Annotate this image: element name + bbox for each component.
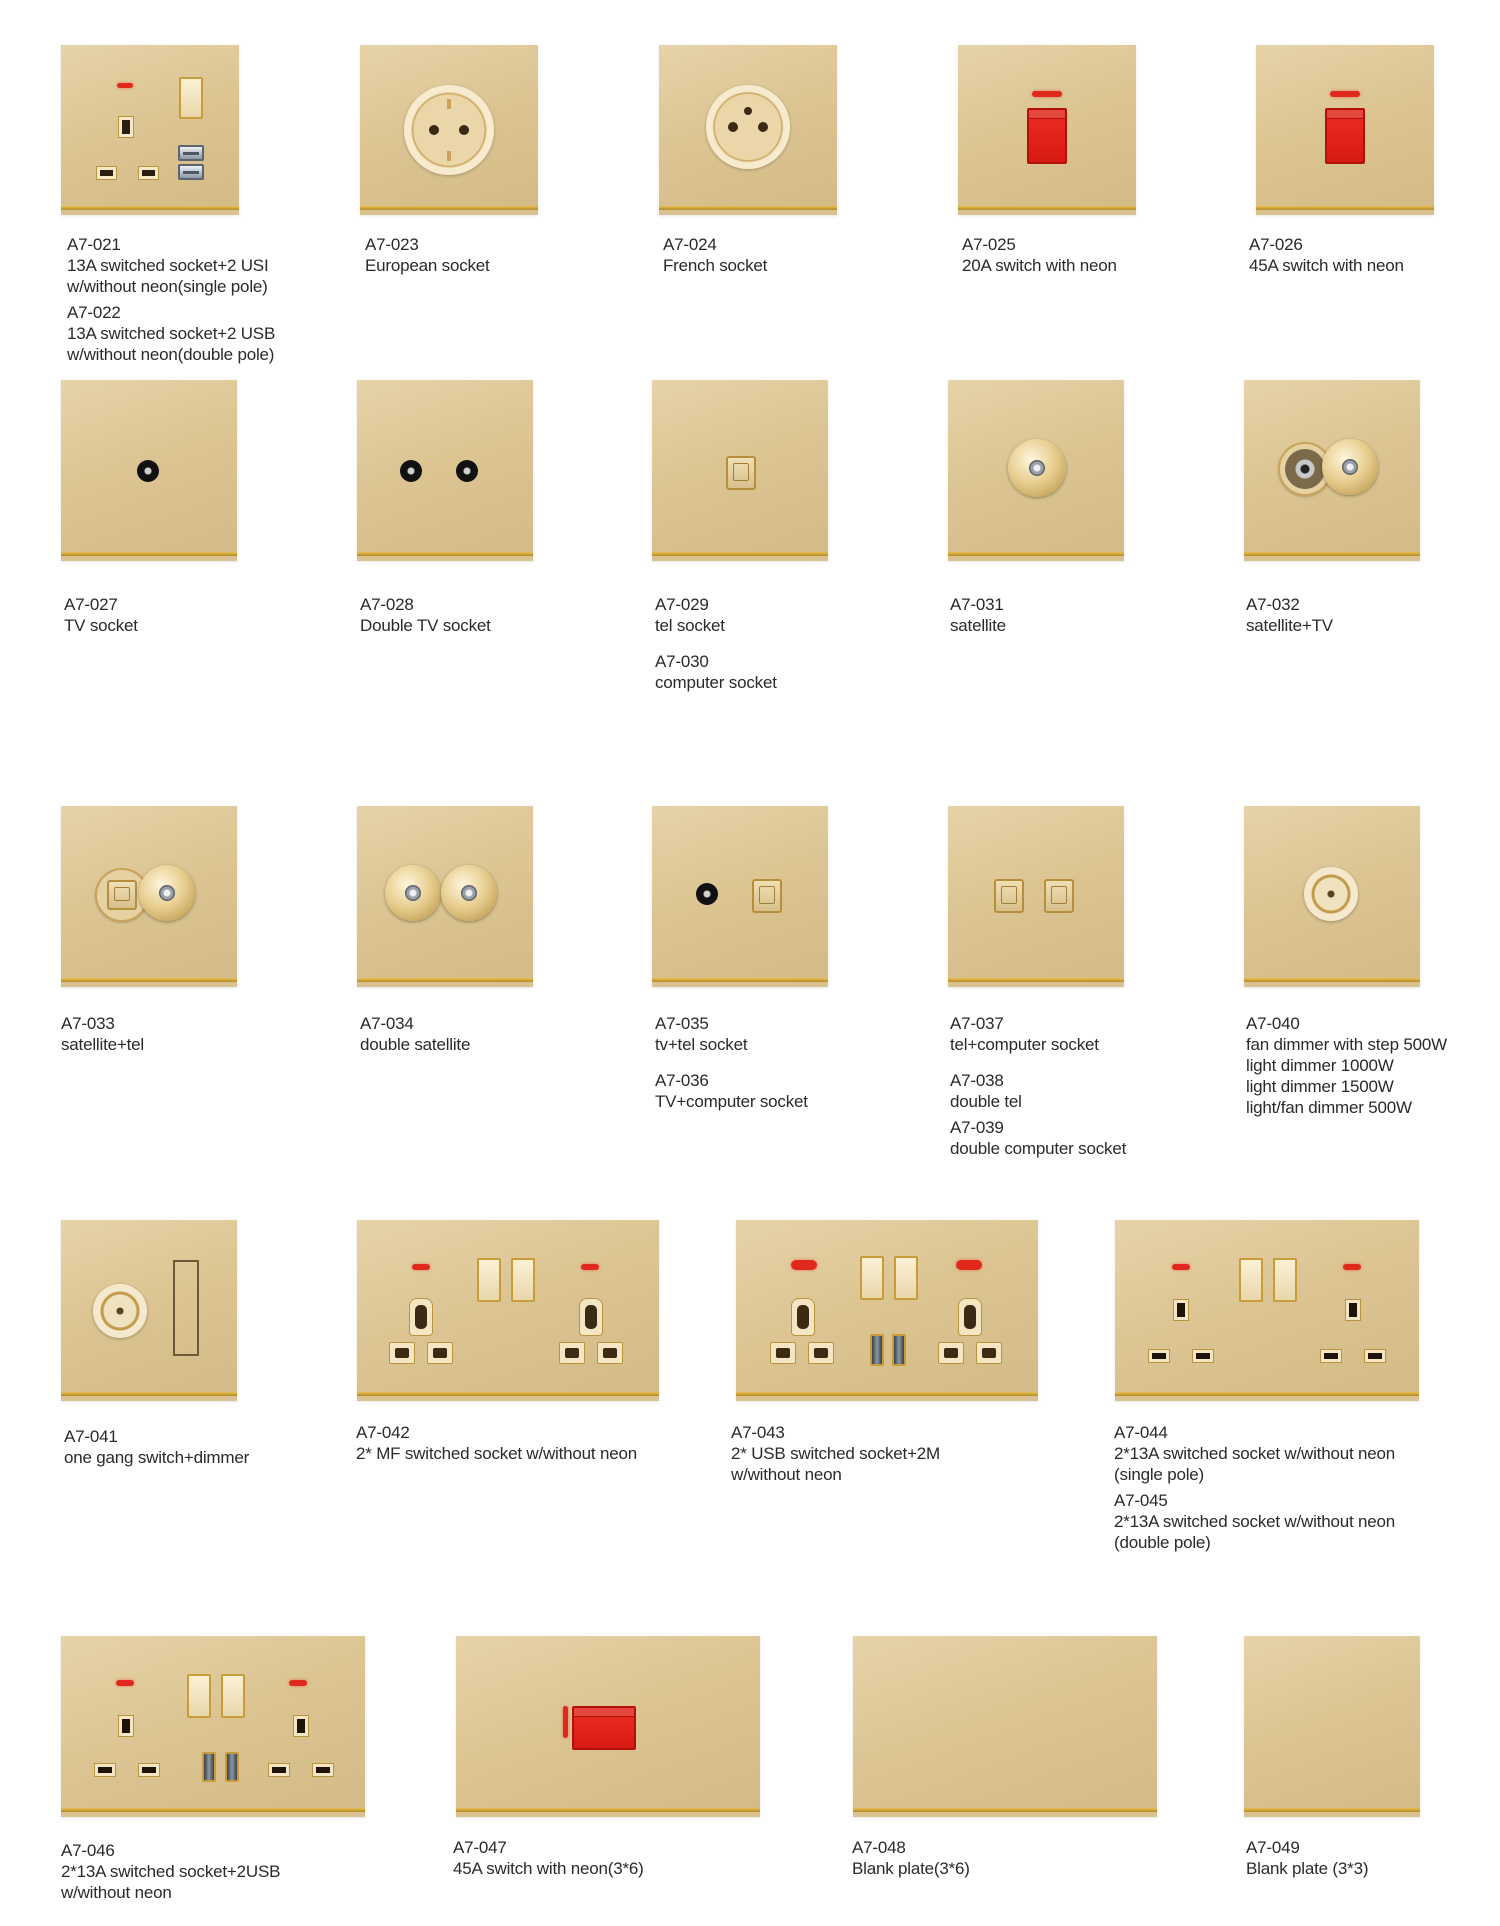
double-socket-usb-plate [736, 1220, 1038, 1401]
live-pin-hole [95, 1764, 115, 1776]
product-description: TV socket [64, 616, 138, 635]
neon-indicator [116, 1680, 134, 1686]
satellite-port [1008, 439, 1066, 497]
product-description: 45A switch with neon(3*6) [453, 1859, 644, 1878]
red-rocker-switch [572, 1706, 636, 1750]
universal-socket-pin [808, 1342, 834, 1364]
product-description: one gang switch+dimmer [64, 1448, 250, 1467]
socket-pin-hole [459, 125, 469, 135]
universal-socket-pin [938, 1342, 964, 1364]
product-description: satellite [950, 616, 1006, 635]
product-description: 13A switched socket+2 USB [67, 324, 276, 343]
usb-port [178, 164, 204, 180]
product-description: w/without neon(double pole) [67, 345, 275, 364]
product-description: tel+computer socket [950, 1035, 1099, 1054]
product-description: light/fan dimmer 500W [1246, 1098, 1412, 1117]
earth-pin-hole [1174, 1300, 1188, 1320]
model-code: A7-036 [655, 1071, 709, 1090]
neon-indicator [956, 1260, 982, 1270]
socket-plate [61, 380, 237, 561]
switch-plate [958, 45, 1136, 215]
product-description: 45A switch with neon [1249, 256, 1404, 275]
switch-plate [456, 1636, 760, 1817]
universal-socket-pin [559, 1342, 585, 1364]
live-pin-hole [1149, 1350, 1169, 1362]
socket-pin-hole [429, 125, 439, 135]
product-description: 13A switched socket+2 USI [67, 256, 269, 275]
earth-clip [447, 151, 451, 161]
earth-clip [447, 99, 451, 109]
model-code: A7-027 [64, 595, 118, 614]
product-description: light dimmer 1000W [1246, 1056, 1394, 1075]
switch-plate [1256, 45, 1434, 215]
usb-port [892, 1334, 906, 1366]
neon-indicator [563, 1706, 568, 1738]
tv-coax-port [400, 460, 422, 482]
product-description: 2*13A switched socket w/without neon [1114, 1444, 1396, 1463]
usb-port [178, 145, 204, 161]
product-description: w/without neon [61, 1883, 172, 1902]
model-code: A7-030 [655, 652, 709, 671]
model-code: A7-034 [360, 1014, 414, 1033]
socket-plate [357, 380, 533, 561]
red-rocker-switch [1325, 108, 1365, 164]
product-description: double computer socket [950, 1139, 1127, 1158]
product-description: satellite+TV [1246, 616, 1333, 635]
model-code: A7-024 [663, 235, 717, 254]
tel-port [752, 879, 782, 913]
rocker-switch [179, 77, 203, 119]
neon-indicator [1032, 91, 1062, 97]
product-description: 2*13A switched socket+2USB [61, 1862, 281, 1881]
earth-pin-hole [294, 1716, 308, 1736]
tv-coax-port [1285, 449, 1325, 489]
product-description: 2* USB switched socket+2M [731, 1444, 941, 1463]
neutral-pin-hole [1193, 1350, 1213, 1362]
socket-plate [1244, 380, 1420, 561]
tv-coax-port [696, 883, 718, 905]
neutral-pin-hole [139, 167, 158, 179]
neutral-pin-hole [1365, 1350, 1385, 1362]
double-socket-plate [357, 1220, 659, 1401]
model-code: A7-026 [1249, 235, 1303, 254]
model-code: A7-021 [67, 235, 121, 254]
tv-coax-port [456, 460, 478, 482]
universal-socket-top [791, 1298, 815, 1336]
dimmer-knob [1304, 867, 1358, 921]
neon-indicator [117, 83, 133, 88]
rocker-switch [173, 1260, 199, 1356]
socket-plate [61, 45, 239, 215]
product-description: w/without neon [731, 1465, 842, 1484]
neutral-pin-hole [139, 1764, 159, 1776]
product-description: light dimmer 1500W [1246, 1077, 1394, 1096]
switch-dimmer-plate [61, 1220, 237, 1401]
socket-pin-hole [758, 122, 768, 132]
live-pin-hole [97, 167, 116, 179]
neutral-pin-hole [313, 1764, 333, 1776]
french-socket-outlet [706, 85, 790, 169]
product-description: European socket [365, 256, 490, 275]
product-description: French socket [663, 256, 768, 275]
model-code: A7-038 [950, 1071, 1004, 1090]
rocker-switch [511, 1258, 535, 1302]
double-socket-usb-plate [61, 1636, 365, 1817]
rocker-switch [477, 1258, 501, 1302]
rocker-switch [894, 1256, 918, 1300]
model-code: A7-040 [1246, 1014, 1300, 1033]
model-code: A7-029 [655, 595, 709, 614]
universal-socket-pin [597, 1342, 623, 1364]
earth-pin-hole [119, 117, 133, 137]
rocker-switch [1239, 1258, 1263, 1302]
socket-plate [659, 45, 837, 215]
satellite-port [1322, 439, 1378, 495]
product-description: double satellite [360, 1035, 471, 1054]
model-code: A7-046 [61, 1841, 115, 1860]
computer-port [1044, 879, 1074, 913]
live-pin-hole [1321, 1350, 1341, 1362]
product-description: computer socket [655, 673, 777, 692]
model-code: A7-044 [1114, 1423, 1168, 1442]
usb-port [225, 1752, 239, 1782]
neon-indicator [289, 1680, 307, 1686]
universal-socket-top [409, 1298, 433, 1336]
rocker-switch [1273, 1258, 1297, 1302]
model-code: A7-039 [950, 1118, 1004, 1137]
neon-indicator [1172, 1264, 1190, 1270]
red-rocker-switch [1027, 108, 1067, 164]
socket-pin-hole [728, 122, 738, 132]
socket-plate [652, 380, 828, 561]
model-code: A7-022 [67, 303, 121, 322]
model-code: A7-032 [1246, 595, 1300, 614]
product-description: 2*13A switched socket w/without neon [1114, 1512, 1396, 1531]
tel-port [107, 880, 137, 910]
socket-plate [948, 380, 1124, 561]
rocker-switch [221, 1674, 245, 1718]
earth-pin [744, 107, 752, 115]
model-code: A7-045 [1114, 1491, 1168, 1510]
product-description: 20A switch with neon [962, 256, 1117, 275]
socket-plate [357, 806, 533, 987]
model-code: A7-023 [365, 235, 419, 254]
neon-indicator [581, 1264, 599, 1270]
model-code: A7-025 [962, 235, 1016, 254]
model-code: A7-048 [852, 1838, 906, 1857]
model-code: A7-033 [61, 1014, 115, 1033]
model-code: A7-035 [655, 1014, 709, 1033]
tv-coax-port [137, 460, 159, 482]
socket-plate [360, 45, 538, 215]
universal-socket-top [579, 1298, 603, 1336]
socket-plate [652, 806, 828, 987]
earth-pin-hole [119, 1716, 133, 1736]
rocker-switch [187, 1674, 211, 1718]
european-socket-outlet [404, 85, 494, 175]
model-code: A7-028 [360, 595, 414, 614]
satellite-port [139, 865, 195, 921]
product-description: 2* MF switched socket w/without neon [356, 1444, 637, 1463]
live-pin-hole [269, 1764, 289, 1776]
universal-socket-pin [770, 1342, 796, 1364]
product-description: fan dimmer with step 500W [1246, 1035, 1447, 1054]
model-code: A7-037 [950, 1014, 1004, 1033]
satellite-port [441, 865, 497, 921]
model-code: A7-042 [356, 1423, 410, 1442]
product-description: double tel [950, 1092, 1022, 1111]
universal-socket-pin [976, 1342, 1002, 1364]
product-description: Blank plate(3*6) [852, 1859, 970, 1878]
product-description: satellite+tel [61, 1035, 144, 1054]
neon-indicator [791, 1260, 817, 1270]
double-socket-plate [1115, 1220, 1419, 1401]
neon-indicator [1343, 1264, 1361, 1270]
blank-plate [1244, 1636, 1420, 1817]
product-description: Double TV socket [360, 616, 491, 635]
product-description: Blank plate (3*3) [1246, 1859, 1369, 1878]
neon-indicator [412, 1264, 430, 1270]
usb-port [202, 1752, 216, 1782]
model-code: A7-047 [453, 1838, 507, 1857]
model-code: A7-041 [64, 1427, 118, 1446]
neon-indicator [1330, 91, 1360, 97]
tel-port [994, 879, 1024, 913]
model-code: A7-049 [1246, 1838, 1300, 1857]
product-description: TV+computer socket [655, 1092, 808, 1111]
satellite-port [385, 865, 441, 921]
earth-pin-hole [1346, 1300, 1360, 1320]
product-description: (double pole) [1114, 1533, 1211, 1552]
usb-port [870, 1334, 884, 1366]
blank-plate [853, 1636, 1157, 1817]
universal-socket-pin [427, 1342, 453, 1364]
model-code: A7-031 [950, 595, 1004, 614]
socket-plate [948, 806, 1124, 987]
tel-port [726, 456, 756, 490]
rocker-switch [860, 1256, 884, 1300]
dimmer-plate [1244, 806, 1420, 987]
dimmer-knob [93, 1284, 147, 1338]
universal-socket-pin [389, 1342, 415, 1364]
product-description: (single pole) [1114, 1465, 1205, 1484]
product-description: tv+tel socket [655, 1035, 748, 1054]
socket-plate [61, 806, 237, 987]
product-description: w/without neon(single pole) [67, 277, 268, 296]
product-description: tel socket [655, 616, 725, 635]
universal-socket-top [958, 1298, 982, 1336]
model-code: A7-043 [731, 1423, 785, 1442]
